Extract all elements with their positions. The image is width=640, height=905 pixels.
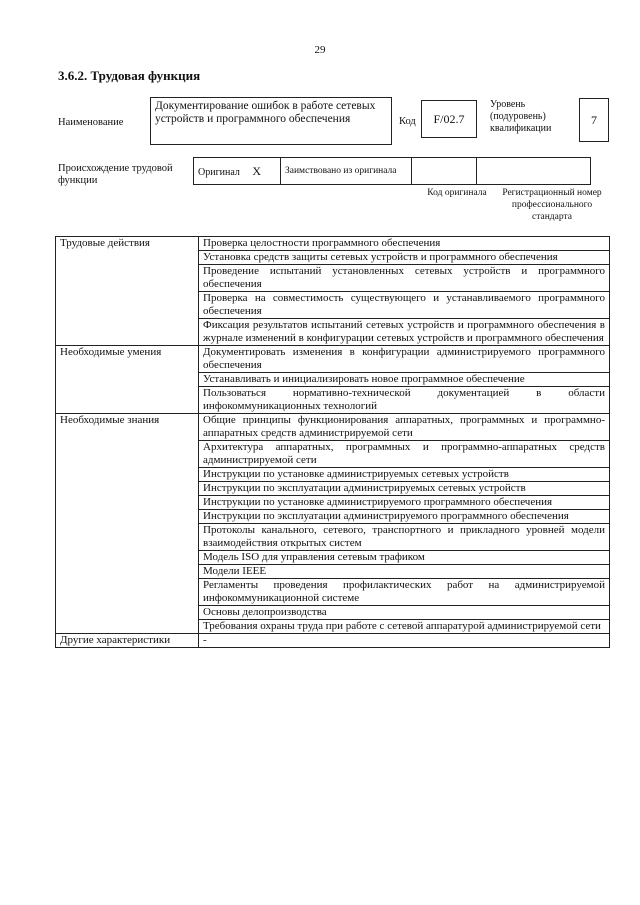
section-title: 3.6.2. Трудовая функция (58, 68, 201, 83)
section-category: Необходимые знания (56, 414, 199, 634)
section-category: Трудовые действия (56, 237, 199, 346)
function-code-box: F/02.7 (421, 100, 477, 138)
section-item: Инструкции по установке администрируемого программного обеспечения (199, 496, 610, 510)
origin-borrowed-cell: Заимствовано из оригинала (281, 158, 412, 185)
code-label: Код (399, 116, 416, 127)
origin-table (193, 157, 591, 185)
section-item: Общие принципы функционирования аппаратных, программных и программно-аппаратных средств администрируемой сети (199, 414, 610, 441)
qualification-level-label: Уровень (подуровень) квалификации (490, 99, 552, 134)
function-name-box: Документирование ошибок в работе сетевых устройств и программного обеспечения (150, 97, 392, 145)
origin-original-cell (194, 158, 281, 185)
qualification-level-box: 7 (579, 98, 609, 142)
origin-label: Происхождение трудовой функции (58, 163, 173, 186)
section-category: Необходимые умения (56, 346, 199, 414)
table-row (56, 346, 610, 373)
table-row (56, 414, 610, 441)
origin-reg-caption: Регистрационный номер профессионального стандарта (502, 188, 602, 222)
section-item: Устанавливать и инициализировать новое программное обеспечение (199, 373, 610, 387)
section-item: Документировать изменения в конфигурации администрируемого программного обеспечения (199, 346, 610, 373)
section-item: Проверка на совместимость существующего и устанавливаемого программного обеспечения (199, 292, 610, 319)
origin-code-caption: Код оригинала (427, 188, 487, 198)
section-item: Инструкции по установке администрируемых сетевых устройств (199, 468, 610, 482)
name-label: Наименование (58, 117, 124, 128)
table-row (56, 634, 610, 648)
origin-original-mark: X (252, 163, 262, 178)
section-item: Требования охраны труда при работе с сетевой аппаратурой администрируемой сети (199, 620, 610, 634)
section-item: Модель ISO для управления сетевым трафиком (199, 551, 610, 565)
page-number: 29 (314, 44, 326, 56)
section-item: Установка средств защиты сетевых устройств и программного обеспечения (199, 251, 610, 265)
origin-reg-number-cell (477, 158, 591, 185)
section-category: Другие характеристики (56, 634, 199, 648)
section-item: Фиксация результатов испытаний сетевых устройств и программного обеспечения в журнале изменений в конфигурации сетевых устройств и программного обеспечения (199, 319, 610, 346)
section-item: Проведение испытаний установленных сетевых устройств и программного обеспечения (199, 265, 610, 292)
section-item: Архитектура аппаратных, программных и программно-аппаратных средств администрируемой сети (199, 441, 610, 468)
origin-original-label: Оригинал (198, 166, 240, 178)
origin-code-cell (412, 158, 477, 185)
section-item: Пользоваться нормативно-технической документацией в области инфокоммуникационных технологий (199, 387, 610, 414)
section-item: Инструкции по эксплуатации администрируемого программного обеспечения (199, 510, 610, 524)
section-item: Основы делопроизводства (199, 606, 610, 620)
section-item: Модели IEEE (199, 565, 610, 579)
section-item: Протоколы канального, сетевого, транспортного и прикладного уровней модели взаимодействия открытых систем (199, 524, 610, 551)
labor-function-table (55, 236, 610, 648)
table-row (56, 237, 610, 251)
section-item: Проверка целостности программного обеспечения (199, 237, 610, 251)
section-item: Инструкции по эксплуатации администрируемых сетевых устройств (199, 482, 610, 496)
section-item: - (199, 634, 610, 648)
section-item: Регламенты проведения профилактических работ на администрируемой инфокоммуникационной системе (199, 579, 610, 606)
